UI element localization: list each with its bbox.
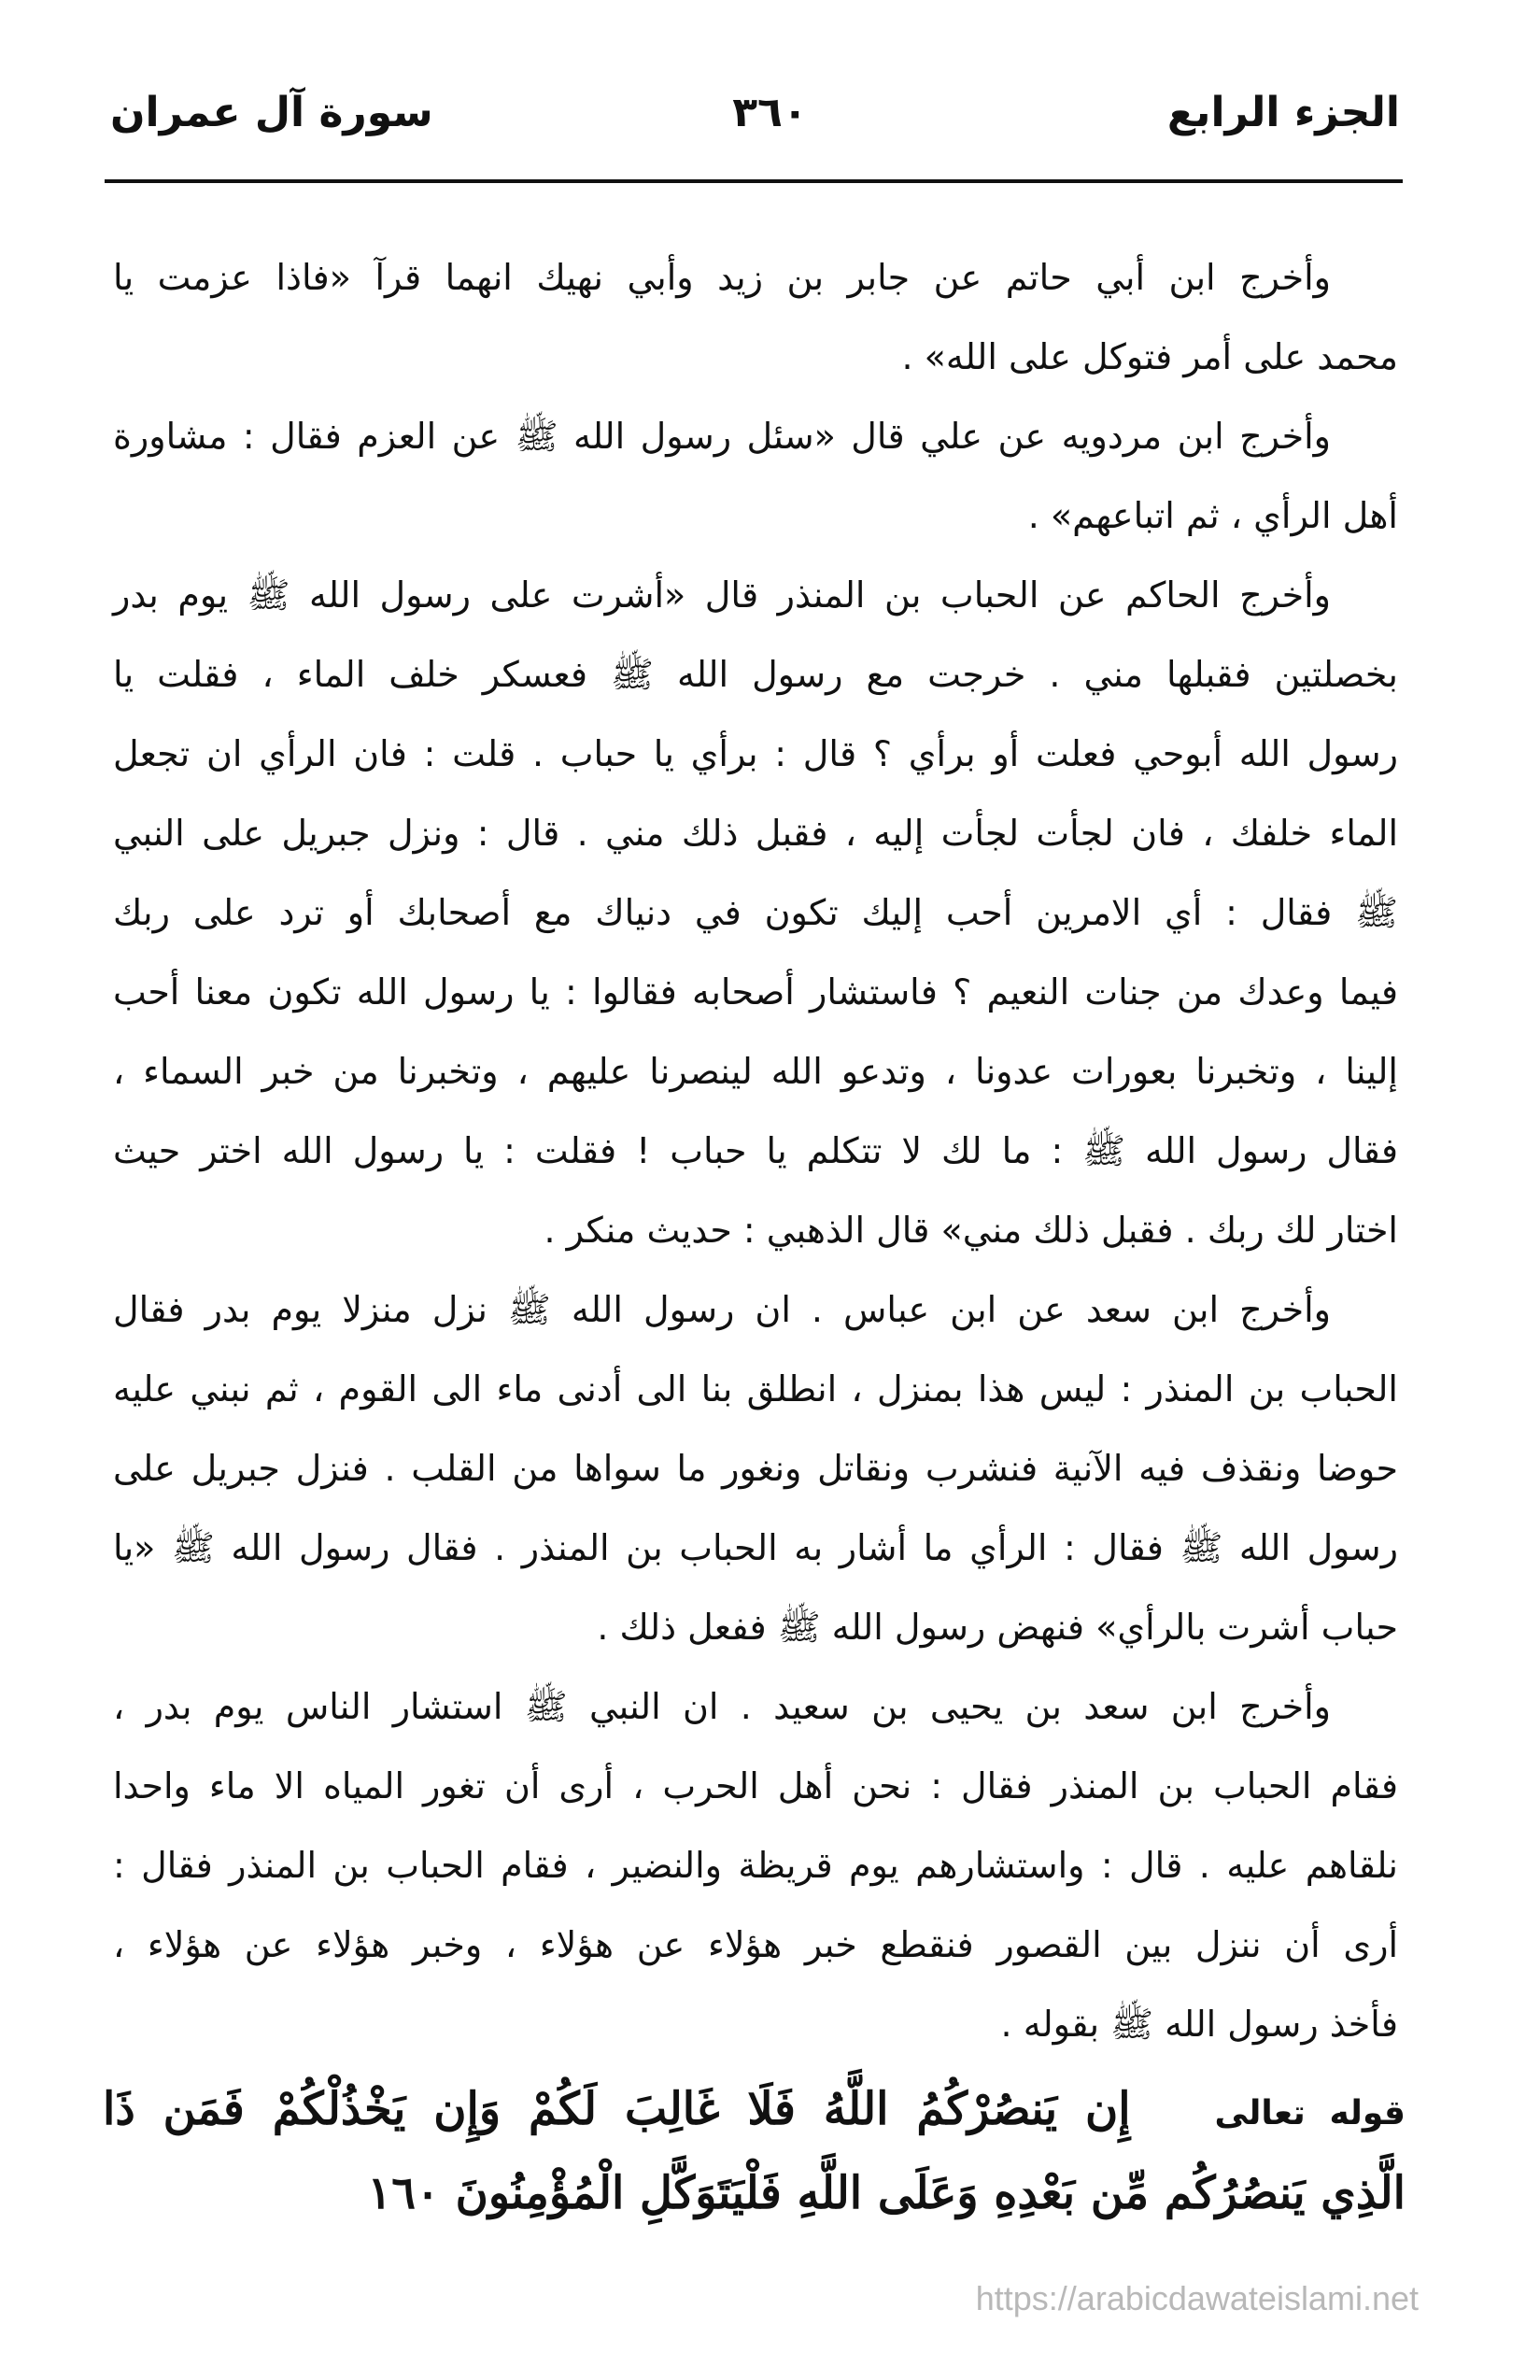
header-rule	[105, 179, 1403, 183]
text-line: فأخذ رسول الله ﷺ بقوله .	[1000, 2004, 1398, 2045]
page-body	[113, 238, 1398, 2064]
text-line: وأخرج ابن أبي حاتم عن جابر بن زيد وأبي نهيك انهما قرآ «فاذا عزمت يا	[113, 257, 1331, 298]
watermark: https://arabicdawateislami.net	[975, 2279, 1419, 2317]
text-line: محمد على أمر فتوكل على الله» .	[901, 336, 1398, 377]
verse-text-1: إِن يَنصُرْكُمُ اللَّهُ فَلَا غَالِبَ لَكُمْ وَإِن يَخْذُلْكُمْ فَمَن ذَا	[103, 2083, 1131, 2135]
text-line: فقال رسول الله ﷺ : ما لك لا تتكلم يا حباب ! فقلت : يا رسول الله اختر حيث	[113, 1130, 1398, 1171]
part-title: الجزء الرابع	[1166, 89, 1400, 136]
text-line: وأخرج ابن مردويه عن علي قال «سئل رسول الله ﷺ عن العزم فقال : مشاورة	[113, 416, 1331, 457]
text-line: فيما وعدك من جنات النعيم ؟ فاستشار أصحابه فقالوا : يا رسول الله تكون معنا أحب	[113, 971, 1398, 1013]
text-line: وأخرج ابن سعد بن يحيى بن سعيد . ان النبي ﷺ استشار الناس يوم بدر ،	[113, 1686, 1331, 1727]
text-line: أهل الرأي ، ثم اتباعهم» .	[1027, 495, 1398, 536]
text-line: الماء خلفك ، فان لجأت لجأت إليه ، فقبل ذلك مني . قال : ونزل جبريل على النبي	[113, 813, 1398, 854]
page-number: ٣٦٠	[732, 89, 808, 136]
text-line: بخصلتين فقبلها مني . خرجت مع رسول الله ﷺ فعسكر خلف الماء ، فقلت يا	[113, 654, 1398, 695]
text-line: اختار لك ربك . فقبل ذلك مني» قال الذهبي : حديث منكر .	[544, 1210, 1398, 1251]
text-line: حباب أشرت بالرأي» فنهض رسول الله ﷺ ففعل ذلك .	[597, 1607, 1398, 1648]
text-line: حوضا ونقذف فيه الآنية فنشرب ونقاتل ونغور ما سواها من القلب . فنزل جبريل على	[113, 1448, 1398, 1489]
text-line: نلقاهم عليه . قال : واستشارهم يوم قريظة والنضير ، فقام الحباب بن المنذر فقال :	[113, 1845, 1398, 1886]
surah-title: سورة آل عمران	[110, 89, 433, 136]
verse-intro: قوله تعالى	[1214, 2094, 1406, 2132]
text-line: رسول الله أبوحي فعلت أو برأي ؟ قال : برأي يا حباب . قلت : فان الرأي ان تجعل	[113, 733, 1398, 774]
text-line: وأخرج ابن سعد عن ابن عباس . ان رسول الله ﷺ نزل منزلا يوم بدر فقال	[113, 1289, 1331, 1330]
text-line: الحباب بن المنذر : ليس هذا بمنزل ، انطلق بنا الى أدنى ماء الى القوم ، ثم نبني عليه	[113, 1368, 1398, 1410]
text-line: ﷺ فقال : أي الامرين أحب إليك تكون في دنياك مع أصحابك أو ترد على ربك	[113, 892, 1398, 933]
text-line: وأخرج الحاكم عن الحباب بن المنذر قال «أشرت على رسول الله ﷺ يوم بدر	[113, 574, 1331, 616]
text-line: إلينا ، وتخبرنا بعورات عدونا ، وتدعو الله لينصرنا عليهم ، وتخبرنا من خبر السماء ،	[113, 1051, 1398, 1092]
verse-line-1	[103, 2083, 1406, 2135]
verse-line-2: الَّذِي يَنصُرُكُم مِّن بَعْدِهِ وَعَلَى اللَّهِ فَلْيَتَوَكَّلِ الْمُؤْمِنُونَ ١٦٠	[367, 2167, 1406, 2219]
text-line: أرى أن ننزل بين القصور فنقطع خبر هؤلاء عن هؤلاء ، وخبر هؤلاء عن هؤلاء ،	[113, 1924, 1398, 1965]
text-line: فقام الحباب بن المنذر فقال : نحن أهل الحرب ، أرى أن تغور المياه الا ماء واحدا	[113, 1765, 1398, 1806]
text-line: رسول الله ﷺ فقال : الرأي ما أشار به الحباب بن المنذر . فقال رسول الله ﷺ «يا	[113, 1527, 1398, 1568]
